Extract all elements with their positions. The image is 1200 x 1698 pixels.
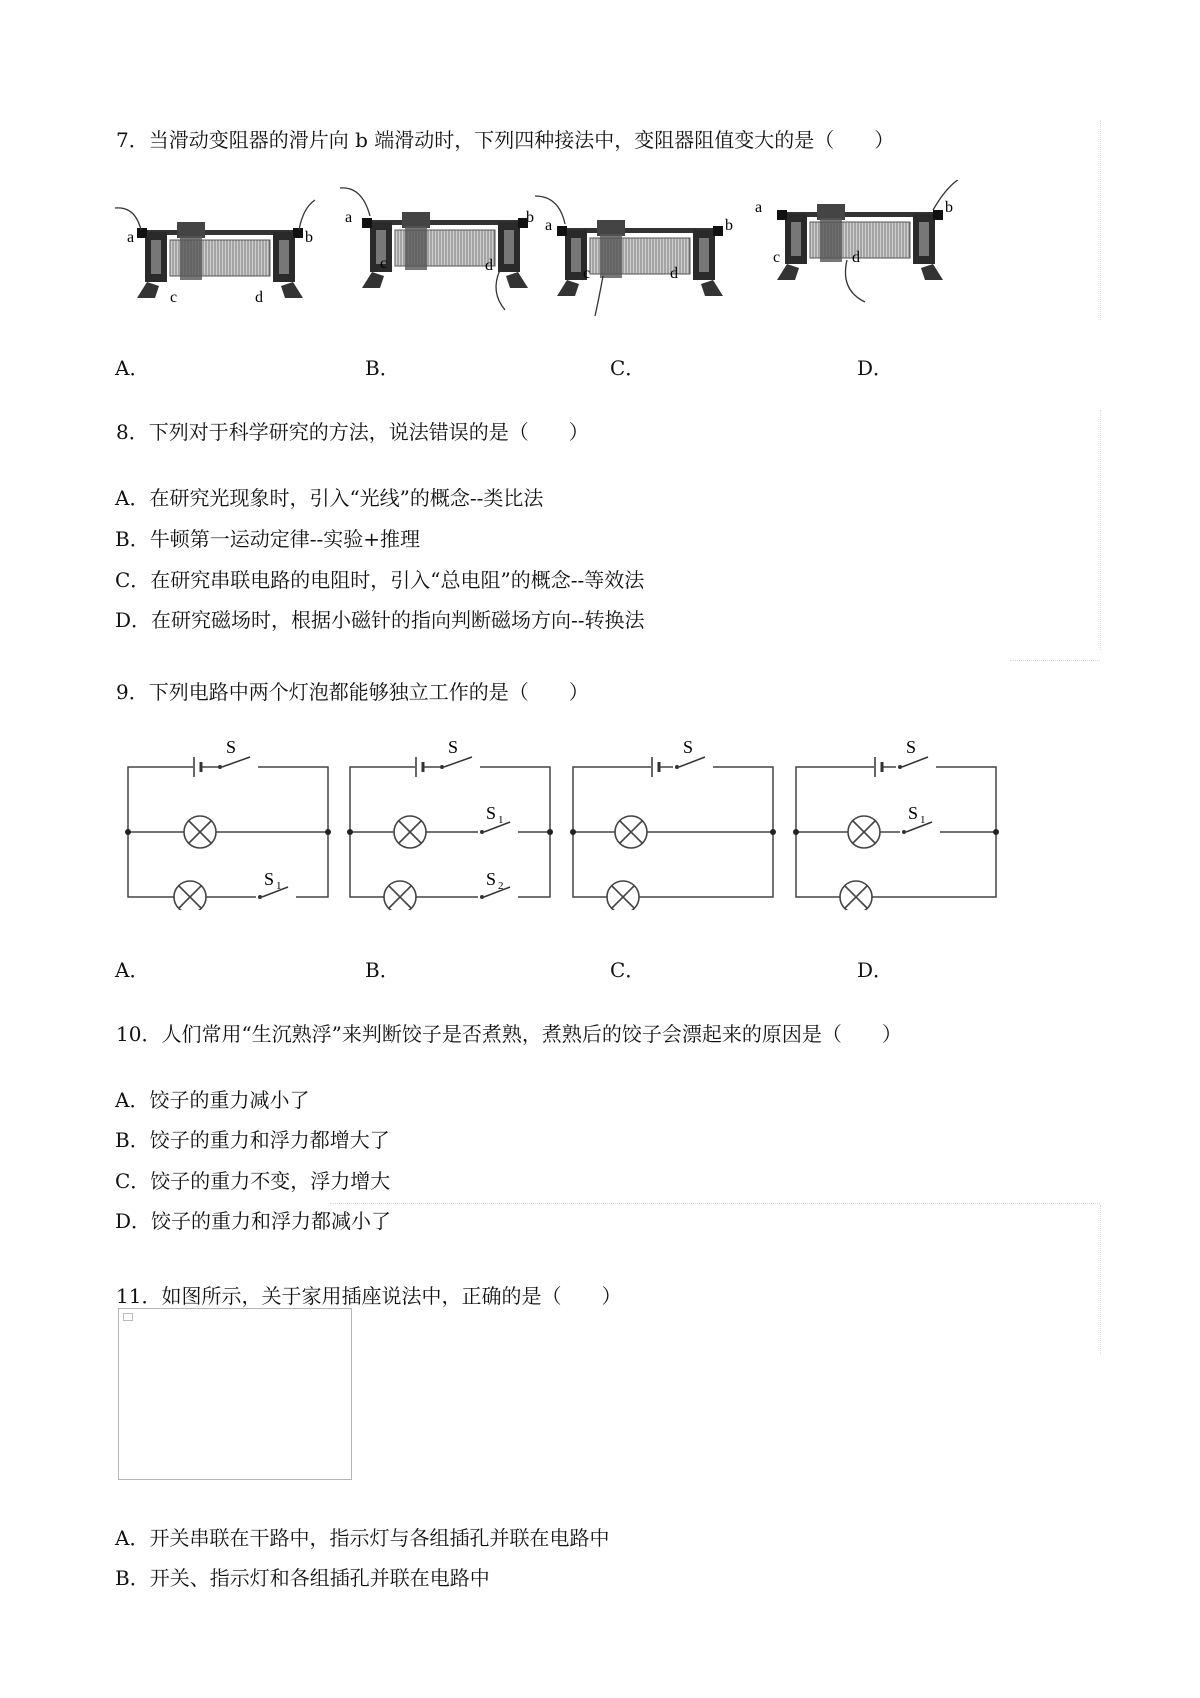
q10-option-c: C．饺子的重力不变，浮力增大	[115, 1169, 391, 1193]
svg-text:b: b	[945, 199, 953, 216]
svg-text:1: 1	[920, 814, 926, 826]
rheostat-d	[755, 180, 977, 302]
circuit-d	[793, 737, 999, 910]
q11-option-b: B．开关、指示灯和各组插孔并联在电路中	[115, 1566, 490, 1590]
q9-choice-a: A．	[115, 958, 150, 982]
q9-choice-d: D．	[857, 958, 894, 982]
broken-image-icon	[123, 1313, 133, 1321]
q10-option-b: B．饺子的重力和浮力都增大了	[115, 1128, 390, 1152]
svg-text:a: a	[545, 217, 553, 234]
svg-text:S: S	[683, 737, 694, 757]
q9-choice-c: C．	[610, 958, 646, 982]
svg-text:a: a	[127, 229, 135, 246]
svg-text:S: S	[908, 803, 919, 823]
svg-text:d: d	[485, 257, 493, 274]
svg-text:S: S	[906, 737, 917, 757]
svg-text:c: c	[583, 265, 591, 282]
svg-text:S: S	[226, 737, 237, 757]
circuit-a	[125, 737, 331, 910]
q7-choice-c: C．	[610, 356, 646, 380]
svg-text:d: d	[255, 289, 263, 306]
guide-line	[1010, 660, 1100, 661]
svg-text:d: d	[852, 249, 860, 266]
q8-option-c: C．在研究串联电路的电阻时，引入“总电阻”的概念--等效法	[115, 568, 645, 592]
svg-text:d: d	[670, 265, 678, 282]
question-10-text: 10．人们常用“生沉熟浮”来判断饺子是否煮熟，煮熟后的饺子会漂起来的原因是（ ）	[116, 1022, 902, 1046]
rheostat-c	[535, 196, 733, 316]
q10-option-a: A．饺子的重力减小了	[115, 1088, 310, 1112]
svg-text:2: 2	[498, 880, 504, 892]
svg-text:a: a	[345, 209, 353, 226]
q7-choice-a: A．	[115, 356, 150, 380]
guide-line	[1100, 1205, 1101, 1355]
rheostat-a	[115, 200, 315, 306]
rheostat-figures	[115, 180, 1035, 320]
question-8-text: 8．下列对于科学研究的方法，说法错误的是（ ）	[116, 420, 589, 444]
question-7-text: 7．当滑动变阻器的滑片向 b 端滑动时，下列四种接法中，变阻器阻值变大的是（ ）	[116, 128, 895, 152]
q11-option-a: A．开关串联在干路中，指示灯与各组插孔并联在电路中	[115, 1526, 610, 1550]
guide-line	[1100, 410, 1101, 650]
svg-text:a: a	[755, 199, 763, 216]
question-11-text: 11．如图所示，关于家用插座说法中，正确的是（ ）	[116, 1284, 622, 1308]
svg-text:S: S	[486, 869, 497, 889]
circuit-figures	[118, 735, 1018, 910]
q8-option-d: D．在研究磁场时，根据小磁针的指向判断磁场方向--转换法	[115, 608, 645, 632]
q7-choice-d: D．	[857, 356, 894, 380]
circuit-b	[347, 737, 553, 910]
guide-line	[330, 1203, 1100, 1204]
svg-text:c: c	[380, 255, 388, 272]
q10-option-d: D．饺子的重力和浮力都减小了	[115, 1209, 392, 1233]
svg-text:b: b	[305, 229, 313, 246]
svg-text:b: b	[725, 217, 733, 234]
svg-text:S: S	[486, 803, 497, 823]
svg-text:c: c	[170, 289, 178, 306]
q9-choice-b: B．	[365, 958, 400, 982]
socket-image-placeholder	[118, 1308, 352, 1480]
rheostat-b	[340, 188, 534, 310]
svg-text:1: 1	[276, 880, 282, 892]
svg-text:1: 1	[498, 814, 504, 826]
svg-text:c: c	[773, 249, 781, 266]
q7-choice-b: B．	[365, 356, 400, 380]
svg-text:b: b	[526, 209, 534, 226]
circuit-c	[570, 737, 776, 910]
q8-option-a: A．在研究光现象时，引入“光线”的概念--类比法	[115, 486, 544, 510]
question-9-text: 9．下列电路中两个灯泡都能够独立工作的是（ ）	[116, 680, 589, 704]
svg-text:S: S	[264, 869, 275, 889]
guide-line	[1100, 120, 1101, 320]
svg-text:S: S	[448, 737, 459, 757]
q8-option-b: B．牛顿第一运动定律--实验+推理	[115, 527, 420, 551]
